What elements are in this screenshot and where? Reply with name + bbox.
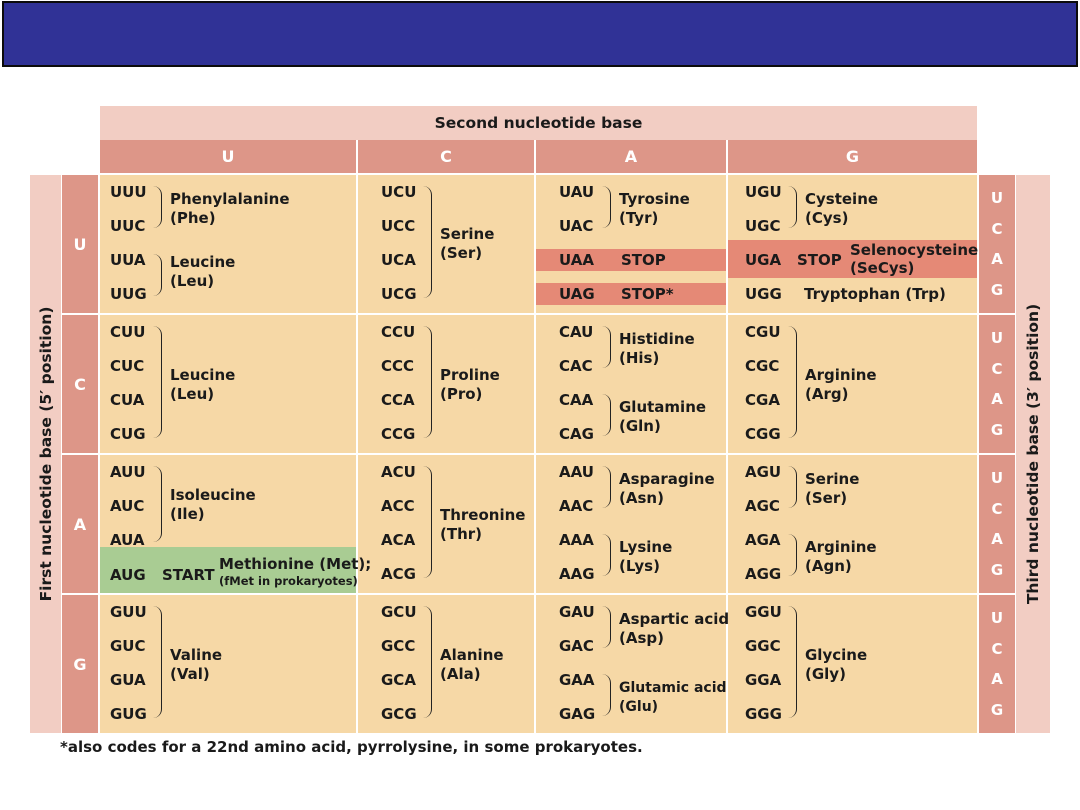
codon-ccg: CCG	[381, 425, 416, 443]
third-letter: U	[990, 189, 1004, 208]
brace	[601, 674, 611, 716]
codon-cua: CUA	[110, 391, 145, 409]
codon-cca: CCA	[381, 391, 415, 409]
third-letter: A	[991, 390, 1003, 409]
brace	[422, 326, 432, 438]
codon-acu: ACU	[381, 463, 416, 481]
codon-cgu: CGU	[745, 323, 781, 341]
third-letter: A	[991, 530, 1003, 549]
amino-acid-name: Serine	[805, 470, 860, 488]
brace	[601, 466, 611, 508]
amino-acid-note: (fMet in prokaryotes)	[219, 574, 358, 588]
amino-acid-name: Methionine (Met);	[219, 555, 372, 573]
third-base-label	[1016, 175, 1050, 733]
amino-acid-abbr: (Agn)	[805, 557, 852, 575]
amino-acid-abbr: (Leu)	[170, 385, 215, 403]
codon-uuu: UUU	[110, 183, 147, 201]
second-base-header: Second nucleotide base	[100, 106, 977, 140]
amino-acid-abbr: (Arg)	[805, 385, 849, 403]
amino-acid-glu	[619, 679, 727, 717]
amino-acid-abbr: (Glu)	[619, 699, 659, 715]
start-label: START	[162, 566, 215, 584]
codon-agu: AGU	[745, 463, 782, 481]
codon-acc: ACC	[381, 497, 415, 515]
codon-gcu: GCU	[381, 603, 417, 621]
amino-acid-arg	[805, 366, 877, 404]
codon-cuu: CUU	[110, 323, 146, 341]
codon-gga: GGA	[745, 671, 782, 689]
third-letter: G	[990, 560, 1004, 579]
amino-acid-name: Serine	[440, 225, 495, 243]
amino-acid-sec	[850, 241, 978, 277]
codon-aga: AGA	[745, 531, 781, 549]
stop-label-uaa: STOP	[621, 251, 666, 269]
codon-cuc: CUC	[110, 357, 145, 375]
amino-acid-name: Tyrosine	[619, 190, 690, 208]
codon-ggc: GGC	[745, 637, 781, 655]
first-base-g: G	[62, 595, 98, 733]
codon-gug: GUG	[110, 705, 147, 723]
amino-acid-cys	[805, 190, 878, 228]
codon-cug: CUG	[110, 425, 146, 443]
amino-acid-name: Threonine	[440, 506, 526, 524]
amino-acid-name: Asparagine	[619, 470, 715, 488]
first-base-a: A	[62, 455, 98, 593]
brace	[601, 394, 611, 436]
amino-acid-abbr: (Leu)	[170, 272, 215, 290]
codon-cac: CAC	[559, 357, 593, 375]
codon-gcc: GCC	[381, 637, 416, 655]
amino-acid-val	[170, 646, 222, 684]
codon-uaa: UAA	[559, 251, 594, 269]
third-letter: A	[991, 670, 1003, 689]
amino-acid-abbr: (His)	[619, 349, 660, 367]
amino-acid-abbr: (Phe)	[170, 209, 216, 227]
amino-acid-name: Selenocysteine	[850, 241, 979, 259]
codon-uag: UAG	[559, 285, 595, 303]
codon-gua: GUA	[110, 671, 146, 689]
amino-acid-abbr: (Pro)	[440, 385, 483, 403]
brace	[152, 254, 162, 296]
codon-aaa: AAA	[559, 531, 594, 549]
amino-acid-ser	[805, 470, 859, 508]
amino-acid-name: Glutamine	[619, 398, 707, 416]
third-letter: G	[990, 420, 1004, 439]
brace	[787, 466, 797, 508]
amino-acid-abbr: (Val)	[170, 665, 210, 683]
codon-gac: GAC	[559, 637, 594, 655]
third-base-group-a	[979, 455, 1015, 593]
brace	[787, 606, 797, 718]
codon-guc: GUC	[110, 637, 146, 655]
codon-cgg: CGG	[745, 425, 781, 443]
third-letter: U	[990, 609, 1004, 628]
third-base-group-g	[979, 595, 1015, 733]
second-base-g: G	[728, 140, 977, 173]
brace	[787, 186, 797, 228]
amino-acid-leu	[170, 366, 235, 404]
codon-aac: AAC	[559, 497, 594, 515]
title-bar	[2, 1, 1078, 67]
codon-gau: GAU	[559, 603, 595, 621]
amino-acid-leu	[170, 253, 235, 291]
third-letter: C	[991, 219, 1003, 238]
codon-ccu: CCU	[381, 323, 416, 341]
amino-acid-ser	[440, 225, 494, 263]
first-base-label-text: First nucleotide base (5′ position)	[36, 306, 55, 602]
codon-cga: CGA	[745, 391, 780, 409]
codon-gcg: GCG	[381, 705, 417, 723]
amino-acid-thr	[440, 506, 525, 544]
stop-label-uga: STOP	[797, 251, 842, 269]
amino-acid-trp: Tryptophan (Trp)	[804, 285, 946, 303]
codon-aau: AAU	[559, 463, 594, 481]
codon-auu: AUU	[110, 463, 146, 481]
brace	[601, 534, 611, 576]
codon-cgc: CGC	[745, 357, 780, 375]
third-letter: A	[991, 250, 1003, 269]
amino-acid-abbr: (Ser)	[805, 489, 848, 507]
third-letter: C	[991, 499, 1003, 518]
first-base-label	[30, 175, 61, 733]
brace	[422, 606, 432, 718]
codon-acg: ACG	[381, 565, 416, 583]
codon-gca: GCA	[381, 671, 416, 689]
amino-acid-name: Alanine	[440, 646, 504, 664]
amino-acid-name: Proline	[440, 366, 500, 384]
amino-acid-ile	[170, 486, 256, 524]
third-base-group-u	[979, 175, 1015, 313]
third-base-label-text: Third nucleotide base (3′ position)	[1024, 303, 1042, 605]
amino-acid-abbr: (Lys)	[619, 557, 660, 575]
amino-acid-asp	[619, 610, 729, 648]
codon-aag: AAG	[559, 565, 595, 583]
amino-acid-agn	[805, 538, 877, 576]
brace	[152, 606, 162, 718]
stop-label-uag: STOP*	[621, 285, 674, 303]
amino-acid-name: Histidine	[619, 330, 695, 348]
codon-ggu: GGU	[745, 603, 782, 621]
amino-acid-gly	[805, 646, 867, 684]
codon-ucc: UCC	[381, 217, 416, 235]
codon-gaa: GAA	[559, 671, 595, 689]
amino-acid-phe	[170, 190, 290, 228]
codon-ggg: GGG	[745, 705, 782, 723]
codon-caa: CAA	[559, 391, 594, 409]
amino-acid-name: Arginine	[805, 538, 877, 556]
brace	[152, 186, 162, 228]
third-letter: G	[990, 280, 1004, 299]
amino-acid-name: Leucine	[170, 366, 236, 384]
amino-acid-name: Cysteine	[805, 190, 879, 208]
codon-auc: AUC	[110, 497, 145, 515]
brace	[422, 186, 432, 298]
codon-agc: AGC	[745, 497, 780, 515]
amino-acid-abbr: (Gly)	[805, 665, 846, 683]
amino-acid-pro	[440, 366, 500, 404]
codon-agg: AGG	[745, 565, 782, 583]
codon-cau: CAU	[559, 323, 594, 341]
amino-acid-his	[619, 330, 695, 368]
grid-line	[100, 313, 977, 315]
amino-acid-met	[219, 556, 371, 590]
amino-acid-name: Leucine	[170, 253, 236, 271]
amino-acid-abbr: (Tyr)	[619, 209, 659, 227]
brace	[601, 606, 611, 648]
codon-uac: UAC	[559, 217, 594, 235]
second-base-a: A	[536, 140, 726, 173]
third-letter: C	[991, 359, 1003, 378]
grid-line	[100, 453, 977, 455]
third-letter: U	[990, 329, 1004, 348]
brace	[601, 186, 611, 228]
amino-acid-lys	[619, 538, 672, 576]
codon-gag: GAG	[559, 705, 596, 723]
brace	[787, 326, 797, 438]
codon-ucu: UCU	[381, 183, 417, 201]
amino-acid-name: Aspartic acid	[619, 610, 730, 628]
amino-acid-abbr: (Cys)	[805, 209, 849, 227]
codon-cag: CAG	[559, 425, 594, 443]
amino-acid-ala	[440, 646, 504, 684]
codon-ucg: UCG	[381, 285, 417, 303]
third-letter: G	[990, 700, 1004, 719]
third-base-group-c	[979, 315, 1015, 453]
brace	[787, 534, 797, 576]
amino-acid-asn	[619, 470, 715, 508]
codon-aca: ACA	[381, 531, 416, 549]
brace	[601, 326, 611, 368]
brace	[152, 326, 162, 438]
amino-acid-abbr: (SeCys)	[850, 259, 915, 277]
amino-acid-abbr: (Ser)	[440, 244, 483, 262]
codon-uuc: UUC	[110, 217, 146, 235]
amino-acid-abbr: (Ile)	[170, 505, 205, 523]
second-base-c: C	[358, 140, 534, 173]
codon-uug: UUG	[110, 285, 147, 303]
amino-acid-name: Lysine	[619, 538, 673, 556]
amino-acid-abbr: (Asn)	[619, 489, 664, 507]
amino-acid-abbr: (Ala)	[440, 665, 481, 683]
codon-ugg: UGG	[745, 285, 782, 303]
amino-acid-name: Valine	[170, 646, 223, 664]
third-letter: U	[990, 469, 1004, 488]
codon-aug: AUG	[110, 566, 146, 584]
amino-acid-abbr: (Thr)	[440, 525, 483, 543]
amino-acid-abbr: (Asp)	[619, 629, 664, 647]
codon-ugu: UGU	[745, 183, 782, 201]
amino-acid-gln	[619, 398, 706, 436]
amino-acid-name: Arginine	[805, 366, 877, 384]
grid-line	[100, 593, 977, 595]
amino-acid-abbr: (Gln)	[619, 417, 661, 435]
first-base-u: U	[62, 175, 98, 313]
amino-acid-name: Isoleucine	[170, 486, 256, 504]
codon-uga: UGA	[745, 251, 782, 269]
codon-aua: AUA	[110, 531, 145, 549]
amino-acid-name: Phenylalanine	[170, 190, 290, 208]
amino-acid-name: Glycine	[805, 646, 868, 664]
codon-uua: UUA	[110, 251, 146, 269]
brace	[422, 466, 432, 578]
third-letter: C	[991, 639, 1003, 658]
codon-uau: UAU	[559, 183, 595, 201]
amino-acid-name: Glutamic acid	[619, 680, 727, 696]
codon-uca: UCA	[381, 251, 416, 269]
codon-ccc: CCC	[381, 357, 415, 375]
codon-guu: GUU	[110, 603, 147, 621]
amino-acid-tyr	[619, 190, 690, 228]
footnote: *also codes for a 22nd amino acid, pyrrolysine, in some prokaryotes.	[60, 738, 643, 756]
codon-ugc: UGC	[745, 217, 781, 235]
second-base-u: U	[100, 140, 356, 173]
brace	[152, 466, 162, 542]
first-base-c: C	[62, 315, 98, 453]
